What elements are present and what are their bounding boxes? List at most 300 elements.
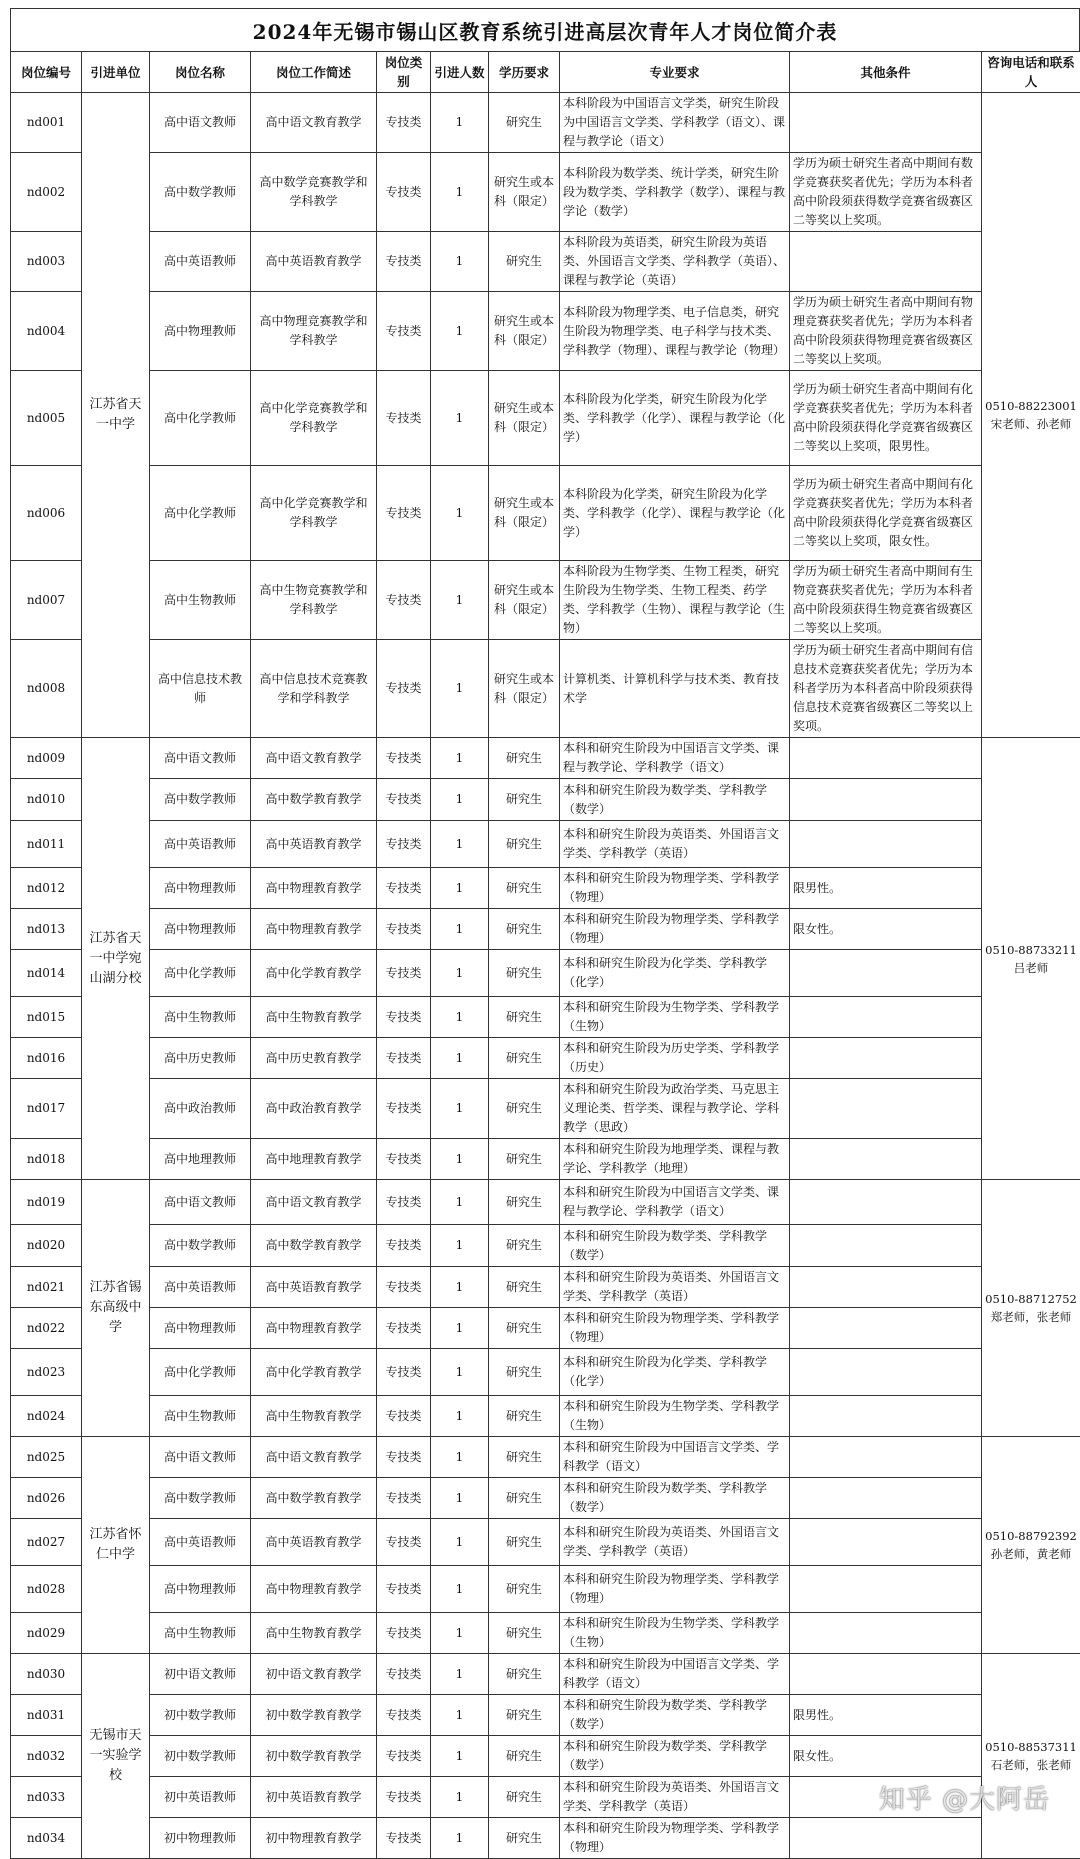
education-cell: 研究生 — [489, 997, 560, 1038]
category-cell: 专技类 — [377, 779, 431, 821]
education-cell: 研究生 — [489, 1225, 560, 1267]
work-desc-cell: 高中生物竞赛教学和学科教学 — [251, 561, 377, 640]
post-id-cell: nd021 — [11, 1267, 82, 1308]
other-cell — [790, 1308, 982, 1349]
other-cell: 学历为硕士研究生者高中期间有化学竞赛获奖者优先；学历为本科者高中阶段须获得化学竞赛省级赛区二等奖以上奖项，限男性。 — [790, 371, 982, 466]
other-cell: 学历为硕士研究生者高中期间有化学竞赛获奖者优先；学历为本科者高中阶段须获得化学竞赛省级赛区二等奖以上奖项，限女性。 — [790, 466, 982, 561]
major-cell: 本科和研究生阶段为物理学类、学科教学（物理） — [560, 1566, 790, 1613]
post-id-cell: nd004 — [11, 292, 82, 371]
post-id-cell: nd002 — [11, 153, 82, 232]
category-cell: 专技类 — [377, 1613, 431, 1654]
post-id-cell: nd020 — [11, 1225, 82, 1267]
category-cell: 专技类 — [377, 1695, 431, 1736]
post-id-cell: nd015 — [11, 997, 82, 1038]
count-cell: 1 — [431, 1225, 489, 1267]
work-desc-cell: 高中化学竞赛教学和学科教学 — [251, 371, 377, 466]
table-row — [11, 153, 1080, 232]
count-cell: 1 — [431, 997, 489, 1038]
other-cell — [790, 950, 982, 997]
category-cell: 专技类 — [377, 1654, 431, 1695]
other-cell: 限男性。 — [790, 1695, 982, 1736]
other-cell — [790, 1180, 982, 1225]
post-id-cell: nd017 — [11, 1079, 82, 1139]
post-name-cell: 初中数学教师 — [150, 1736, 251, 1777]
category-cell: 专技类 — [377, 950, 431, 997]
post-name-cell: 高中信息技术教师 — [150, 640, 251, 738]
count-cell: 1 — [431, 1308, 489, 1349]
education-cell: 研究生 — [489, 1396, 560, 1437]
other-cell — [790, 1225, 982, 1267]
work-desc-cell: 高中生物教育教学 — [251, 1396, 377, 1437]
category-cell: 专技类 — [377, 738, 431, 779]
post-id-cell: nd003 — [11, 232, 82, 292]
category-cell: 专技类 — [377, 1139, 431, 1180]
category-cell: 专技类 — [377, 93, 431, 153]
other-cell: 学历为硕士研究生者高中期间有信息技术竞赛获奖者优先；学历为本科者学历为本科者高中阶段须获得信息技术竞赛省级赛区二等奖以上奖项。 — [790, 640, 982, 738]
major-cell: 本科和研究生阶段为英语类、外国语言文学类、学科教学（英语） — [560, 821, 790, 868]
work-desc-cell: 高中信息技术竞赛教学和学科教学 — [251, 640, 377, 738]
education-cell: 研究生或本科（限定） — [489, 561, 560, 640]
work-desc-cell: 高中化学竞赛教学和学科教学 — [251, 466, 377, 561]
major-cell: 本科阶段为物理学类、电子信息类，研究生阶段为物理学类、电子科学与技术类、学科教学（物理）、课程与教学论（物理） — [560, 292, 790, 371]
work-desc-cell: 高中数学竞赛教学和学科教学 — [251, 153, 377, 232]
post-id-cell: nd028 — [11, 1566, 82, 1613]
count-cell: 1 — [431, 868, 489, 909]
major-cell: 本科和研究生阶段为中国语言文学类、课程与教学论、学科教学（语文） — [560, 738, 790, 779]
education-cell: 研究生 — [489, 1613, 560, 1654]
post-name-cell: 高中语文教师 — [150, 1437, 251, 1478]
education-cell: 研究生 — [489, 738, 560, 779]
other-cell — [790, 1519, 982, 1566]
post-name-cell: 高中语文教师 — [150, 93, 251, 153]
education-cell: 研究生 — [489, 232, 560, 292]
post-name-cell: 初中英语教师 — [150, 1777, 251, 1818]
count-cell: 1 — [431, 153, 489, 232]
post-name-cell: 高中生物教师 — [150, 1613, 251, 1654]
count-cell: 1 — [431, 292, 489, 371]
major-cell: 本科和研究生阶段为英语类、外国语言文学类、学科教学（英语） — [560, 1777, 790, 1818]
major-cell: 本科阶段为化学类，研究生阶段为化学类、学科教学（化学）、课程与教学论（化学） — [560, 371, 790, 466]
post-id-cell: nd023 — [11, 1349, 82, 1396]
major-cell: 本科和研究生阶段为化学类、学科教学（化学） — [560, 1349, 790, 1396]
table-row — [11, 93, 1080, 153]
count-cell: 1 — [431, 821, 489, 868]
table-row — [11, 868, 1080, 909]
education-cell: 研究生 — [489, 1180, 560, 1225]
work-desc-cell: 高中地理教育教学 — [251, 1139, 377, 1180]
contact-cell: 0510-88537311 石老师，张老师 — [982, 1654, 1080, 1859]
major-cell: 本科和研究生阶段为生物学类、学科教学（生物） — [560, 1396, 790, 1437]
header-work-desc: 岗位工作简述 — [251, 52, 377, 93]
count-cell: 1 — [431, 1180, 489, 1225]
post-id-cell: nd019 — [11, 1180, 82, 1225]
other-cell: 限女性。 — [790, 909, 982, 950]
category-cell: 专技类 — [377, 868, 431, 909]
category-cell: 专技类 — [377, 1308, 431, 1349]
post-id-cell: nd014 — [11, 950, 82, 997]
unit-cell: 无锡市天一实验学校 — [82, 1654, 150, 1859]
count-cell: 1 — [431, 93, 489, 153]
table-row — [11, 292, 1080, 371]
other-cell — [790, 1139, 982, 1180]
count-cell: 1 — [431, 1519, 489, 1566]
category-cell: 专技类 — [377, 371, 431, 466]
education-cell: 研究生 — [489, 1777, 560, 1818]
post-name-cell: 初中物理教师 — [150, 1818, 251, 1859]
table-row — [11, 950, 1080, 997]
work-desc-cell: 初中语文教育教学 — [251, 1654, 377, 1695]
post-name-cell: 高中语文教师 — [150, 1180, 251, 1225]
post-name-cell: 高中化学教师 — [150, 466, 251, 561]
other-cell — [790, 1818, 982, 1859]
table-row — [11, 821, 1080, 868]
table-row — [11, 1818, 1080, 1859]
category-cell: 专技类 — [377, 1478, 431, 1519]
major-cell: 本科和研究生阶段为中国语言文学类、课程与教学论、学科教学（语文） — [560, 1180, 790, 1225]
work-desc-cell: 初中数学教育教学 — [251, 1695, 377, 1736]
other-cell — [790, 1613, 982, 1654]
contact-cell: 0510-88223001 宋老师、孙老师 — [982, 93, 1080, 738]
other-cell — [790, 779, 982, 821]
category-cell: 专技类 — [377, 466, 431, 561]
count-cell: 1 — [431, 1038, 489, 1079]
post-name-cell: 高中数学教师 — [150, 779, 251, 821]
work-desc-cell: 高中物理教育教学 — [251, 1566, 377, 1613]
work-desc-cell: 初中英语教育教学 — [251, 1777, 377, 1818]
category-cell: 专技类 — [377, 1180, 431, 1225]
unit-cell: 江苏省天一中学 — [82, 93, 150, 738]
category-cell: 专技类 — [377, 640, 431, 738]
work-desc-cell: 初中物理教育教学 — [251, 1818, 377, 1859]
table-row — [11, 371, 1080, 466]
post-id-cell: nd006 — [11, 466, 82, 561]
count-cell: 1 — [431, 1654, 489, 1695]
major-cell: 本科和研究生阶段为生物学类、学科教学（生物） — [560, 997, 790, 1038]
count-cell: 1 — [431, 1695, 489, 1736]
header-major: 专业要求 — [560, 52, 790, 93]
category-cell: 专技类 — [377, 1038, 431, 1079]
category-cell: 专技类 — [377, 1736, 431, 1777]
table-row — [11, 1654, 1080, 1695]
other-cell — [790, 738, 982, 779]
other-cell — [790, 1437, 982, 1478]
count-cell: 1 — [431, 1818, 489, 1859]
major-cell: 本科和研究生阶段为物理学类、学科教学（物理） — [560, 909, 790, 950]
header-unit: 引进单位 — [82, 52, 150, 93]
header-post-name: 岗位名称 — [150, 52, 251, 93]
category-cell: 专技类 — [377, 153, 431, 232]
count-cell: 1 — [431, 1777, 489, 1818]
education-cell: 研究生 — [489, 909, 560, 950]
table-row — [11, 1180, 1080, 1225]
other-cell — [790, 1038, 982, 1079]
work-desc-cell: 高中英语教育教学 — [251, 821, 377, 868]
count-cell: 1 — [431, 561, 489, 640]
post-id-cell: nd033 — [11, 1777, 82, 1818]
header-contact: 咨询电话和联系人 — [982, 52, 1080, 93]
work-desc-cell: 高中生物教育教学 — [251, 997, 377, 1038]
post-id-cell: nd029 — [11, 1613, 82, 1654]
education-cell: 研究生 — [489, 779, 560, 821]
education-cell: 研究生 — [489, 1139, 560, 1180]
table-row — [11, 1736, 1080, 1777]
post-id-cell: nd030 — [11, 1654, 82, 1695]
category-cell: 专技类 — [377, 1437, 431, 1478]
header-post-id: 岗位编号 — [11, 52, 82, 93]
count-cell: 1 — [431, 1478, 489, 1519]
post-id-cell: nd022 — [11, 1308, 82, 1349]
post-id-cell: nd001 — [11, 93, 82, 153]
header-education: 学历要求 — [489, 52, 560, 93]
work-desc-cell: 高中物理教育教学 — [251, 868, 377, 909]
table-row — [11, 997, 1080, 1038]
table-title: 2024年无锡市锡山区教育系统引进高层次青年人才岗位简介表 — [10, 8, 1080, 51]
education-cell: 研究生 — [489, 1736, 560, 1777]
unit-cell: 江苏省怀仁中学 — [82, 1437, 150, 1654]
work-desc-cell: 高中语文教育教学 — [251, 93, 377, 153]
category-cell: 专技类 — [377, 909, 431, 950]
education-cell: 研究生或本科（限定） — [489, 466, 560, 561]
count-cell: 1 — [431, 371, 489, 466]
count-cell: 1 — [431, 1736, 489, 1777]
other-cell — [790, 1654, 982, 1695]
post-name-cell: 高中物理教师 — [150, 1308, 251, 1349]
table-row — [11, 1038, 1080, 1079]
category-cell: 专技类 — [377, 1349, 431, 1396]
work-desc-cell: 高中数学教育教学 — [251, 1478, 377, 1519]
education-cell: 研究生或本科（限定） — [489, 640, 560, 738]
category-cell: 专技类 — [377, 1079, 431, 1139]
work-desc-cell: 初中数学教育教学 — [251, 1736, 377, 1777]
post-name-cell: 高中数学教师 — [150, 153, 251, 232]
count-cell: 1 — [431, 1349, 489, 1396]
other-cell: 限女性。 — [790, 1736, 982, 1777]
category-cell: 专技类 — [377, 1777, 431, 1818]
post-id-cell: nd027 — [11, 1519, 82, 1566]
count-cell: 1 — [431, 640, 489, 738]
table-row — [11, 1308, 1080, 1349]
work-desc-cell: 高中语文教育教学 — [251, 738, 377, 779]
other-cell — [790, 1079, 982, 1139]
contact-cell: 0510-88712752 郑老师，张老师 — [982, 1180, 1080, 1437]
major-cell: 本科和研究生阶段为数学类、学科教学（数学） — [560, 779, 790, 821]
other-cell — [790, 997, 982, 1038]
major-cell: 本科和研究生阶段为数学类、学科教学（数学） — [560, 1225, 790, 1267]
count-cell: 1 — [431, 1139, 489, 1180]
other-cell: 学历为硕士研究生者高中期间有数学竞赛获奖者优先；学历为本科者高中阶段须获得数学竞赛省级赛区二等奖以上奖项。 — [790, 153, 982, 232]
table-row — [11, 1267, 1080, 1308]
header-row — [11, 52, 1080, 93]
major-cell: 本科和研究生阶段为历史学类、学科教学（历史） — [560, 1038, 790, 1079]
major-cell: 本科和研究生阶段为地理学类、课程与教学论、学科教学（地理） — [560, 1139, 790, 1180]
count-cell: 1 — [431, 1079, 489, 1139]
post-name-cell: 高中生物教师 — [150, 997, 251, 1038]
table-row — [11, 561, 1080, 640]
post-id-cell: nd032 — [11, 1736, 82, 1777]
major-cell: 本科阶段为化学类，研究生阶段为化学类、学科教学（化学）、课程与教学论（化学） — [560, 466, 790, 561]
work-desc-cell: 高中数学教育教学 — [251, 1225, 377, 1267]
major-cell: 计算机类、计算机科学与技术类、教育技术学 — [560, 640, 790, 738]
major-cell: 本科和研究生阶段为化学类、学科教学（化学） — [560, 950, 790, 997]
major-cell: 本科和研究生阶段为政治学类、马克思主义理论类、哲学类、课程与教学论、学科教学（思政） — [560, 1079, 790, 1139]
table-row — [11, 1437, 1080, 1478]
work-desc-cell: 高中政治教育教学 — [251, 1079, 377, 1139]
table-row — [11, 1139, 1080, 1180]
table-row — [11, 1695, 1080, 1736]
post-name-cell: 高中政治教师 — [150, 1079, 251, 1139]
post-id-cell: nd016 — [11, 1038, 82, 1079]
category-cell: 专技类 — [377, 232, 431, 292]
count-cell: 1 — [431, 1437, 489, 1478]
post-id-cell: nd026 — [11, 1478, 82, 1519]
other-cell — [790, 232, 982, 292]
post-name-cell: 高中数学教师 — [150, 1478, 251, 1519]
post-id-cell: nd008 — [11, 640, 82, 738]
work-desc-cell: 高中语文教育教学 — [251, 1437, 377, 1478]
work-desc-cell: 高中化学教育教学 — [251, 1349, 377, 1396]
post-name-cell: 高中生物教师 — [150, 561, 251, 640]
table-body — [11, 93, 1080, 1859]
post-id-cell: nd009 — [11, 738, 82, 779]
category-cell: 专技类 — [377, 292, 431, 371]
header-category: 岗位类别 — [377, 52, 431, 93]
post-name-cell: 高中生物教师 — [150, 1396, 251, 1437]
header-count: 引进人数 — [431, 52, 489, 93]
post-name-cell: 高中历史教师 — [150, 1038, 251, 1079]
table-row — [11, 1349, 1080, 1396]
work-desc-cell: 高中物理教育教学 — [251, 1308, 377, 1349]
count-cell: 1 — [431, 1267, 489, 1308]
major-cell: 本科和研究生阶段为中国语言文学类、学科教学（语文） — [560, 1654, 790, 1695]
education-cell: 研究生 — [489, 821, 560, 868]
post-name-cell: 高中化学教师 — [150, 1349, 251, 1396]
post-id-cell: nd025 — [11, 1437, 82, 1478]
education-cell: 研究生 — [489, 950, 560, 997]
table-row — [11, 232, 1080, 292]
contact-cell: 0510-88733211 吕老师 — [982, 738, 1080, 1180]
post-id-cell: nd007 — [11, 561, 82, 640]
other-cell — [790, 1396, 982, 1437]
work-desc-cell: 高中英语教育教学 — [251, 232, 377, 292]
education-cell: 研究生 — [489, 1566, 560, 1613]
post-name-cell: 高中数学教师 — [150, 1225, 251, 1267]
education-cell: 研究生 — [489, 93, 560, 153]
education-cell: 研究生 — [489, 1079, 560, 1139]
header-other: 其他条件 — [790, 52, 982, 93]
education-cell: 研究生 — [489, 868, 560, 909]
post-name-cell: 高中英语教师 — [150, 232, 251, 292]
unit-cell: 江苏省天一中学宛山湖分校 — [82, 738, 150, 1180]
count-cell: 1 — [431, 1396, 489, 1437]
education-cell: 研究生 — [489, 1695, 560, 1736]
post-name-cell: 高中英语教师 — [150, 821, 251, 868]
other-cell — [790, 1349, 982, 1396]
category-cell: 专技类 — [377, 997, 431, 1038]
post-id-cell: nd013 — [11, 909, 82, 950]
count-cell: 1 — [431, 1613, 489, 1654]
category-cell: 专技类 — [377, 821, 431, 868]
work-desc-cell: 高中历史教育教学 — [251, 1038, 377, 1079]
table-row — [11, 1613, 1080, 1654]
table-row — [11, 779, 1080, 821]
education-cell: 研究生 — [489, 1308, 560, 1349]
other-cell: 限男性。 — [790, 868, 982, 909]
education-cell: 研究生或本科（限定） — [489, 153, 560, 232]
recruitment-table-sheet — [10, 8, 1080, 1859]
table-row — [11, 909, 1080, 950]
major-cell: 本科和研究生阶段为数学类、学科教学（数学） — [560, 1695, 790, 1736]
table-row — [11, 1225, 1080, 1267]
education-cell: 研究生 — [489, 1818, 560, 1859]
count-cell: 1 — [431, 232, 489, 292]
education-cell: 研究生或本科（限定） — [489, 292, 560, 371]
work-desc-cell: 高中数学教育教学 — [251, 779, 377, 821]
category-cell: 专技类 — [377, 1818, 431, 1859]
post-name-cell: 高中英语教师 — [150, 1267, 251, 1308]
count-cell: 1 — [431, 738, 489, 779]
major-cell: 本科和研究生阶段为英语类、外国语言文学类、学科教学（英语） — [560, 1267, 790, 1308]
education-cell: 研究生 — [489, 1478, 560, 1519]
category-cell: 专技类 — [377, 1566, 431, 1613]
post-id-cell: nd034 — [11, 1818, 82, 1859]
category-cell: 专技类 — [377, 561, 431, 640]
post-id-cell: nd005 — [11, 371, 82, 466]
post-id-cell: nd011 — [11, 821, 82, 868]
major-cell: 本科和研究生阶段为数学类、学科教学（数学） — [560, 1736, 790, 1777]
table-row — [11, 1519, 1080, 1566]
work-desc-cell: 高中化学教育教学 — [251, 950, 377, 997]
post-name-cell: 初中数学教师 — [150, 1695, 251, 1736]
count-cell: 1 — [431, 909, 489, 950]
table-row — [11, 1566, 1080, 1613]
other-cell: 学历为硕士研究生者高中期间有生物竞赛获奖者优先；学历为本科者高中阶段须获得生物竞赛省级赛区二等奖以上奖项。 — [790, 561, 982, 640]
major-cell: 本科阶段为中国语言文学类，研究生阶段为中国语言文学类、学科教学（语文）、课程与教学论（语文） — [560, 93, 790, 153]
category-cell: 专技类 — [377, 1519, 431, 1566]
major-cell: 本科和研究生阶段为物理学类、学科教学（物理） — [560, 1818, 790, 1859]
major-cell: 本科和研究生阶段为数学类、学科教学（数学） — [560, 1478, 790, 1519]
other-cell — [790, 1267, 982, 1308]
count-cell: 1 — [431, 950, 489, 997]
table-row — [11, 738, 1080, 779]
count-cell: 1 — [431, 1566, 489, 1613]
post-id-cell: nd012 — [11, 868, 82, 909]
major-cell: 本科和研究生阶段为中国语言文学类、学科教学（语文） — [560, 1437, 790, 1478]
post-name-cell: 高中地理教师 — [150, 1139, 251, 1180]
work-desc-cell: 高中物理教育教学 — [251, 909, 377, 950]
major-cell: 本科阶段为生物学类、生物工程类，研究生阶段为生物学类、生物工程类、药学类、学科教学（生物）、课程与教学论（生物） — [560, 561, 790, 640]
watermark-text: 知乎 @大阿岳 — [879, 1779, 1050, 1816]
post-name-cell: 初中语文教师 — [150, 1654, 251, 1695]
post-id-cell: nd010 — [11, 779, 82, 821]
table-row — [11, 1396, 1080, 1437]
count-cell: 1 — [431, 779, 489, 821]
category-cell: 专技类 — [377, 1225, 431, 1267]
category-cell: 专技类 — [377, 1396, 431, 1437]
major-cell: 本科和研究生阶段为物理学类、学科教学（物理） — [560, 1308, 790, 1349]
major-cell: 本科和研究生阶段为物理学类、学科教学（物理） — [560, 868, 790, 909]
post-name-cell: 高中化学教师 — [150, 371, 251, 466]
major-cell: 本科和研究生阶段为英语类、外国语言文学类、学科教学（英语） — [560, 1519, 790, 1566]
work-desc-cell: 高中生物教育教学 — [251, 1613, 377, 1654]
post-name-cell: 高中语文教师 — [150, 738, 251, 779]
contact-cell: 0510-88792392 孙老师，黄老师 — [982, 1437, 1080, 1654]
other-cell: 学历为硕士研究生者高中期间有物理竞赛获奖者优先；学历为本科者高中阶段须获得物理竞赛省级赛区二等奖以上奖项。 — [790, 292, 982, 371]
post-id-cell: nd031 — [11, 1695, 82, 1736]
education-cell: 研究生 — [489, 1349, 560, 1396]
work-desc-cell: 高中英语教育教学 — [251, 1267, 377, 1308]
post-name-cell: 高中物理教师 — [150, 1566, 251, 1613]
other-cell — [790, 1478, 982, 1519]
